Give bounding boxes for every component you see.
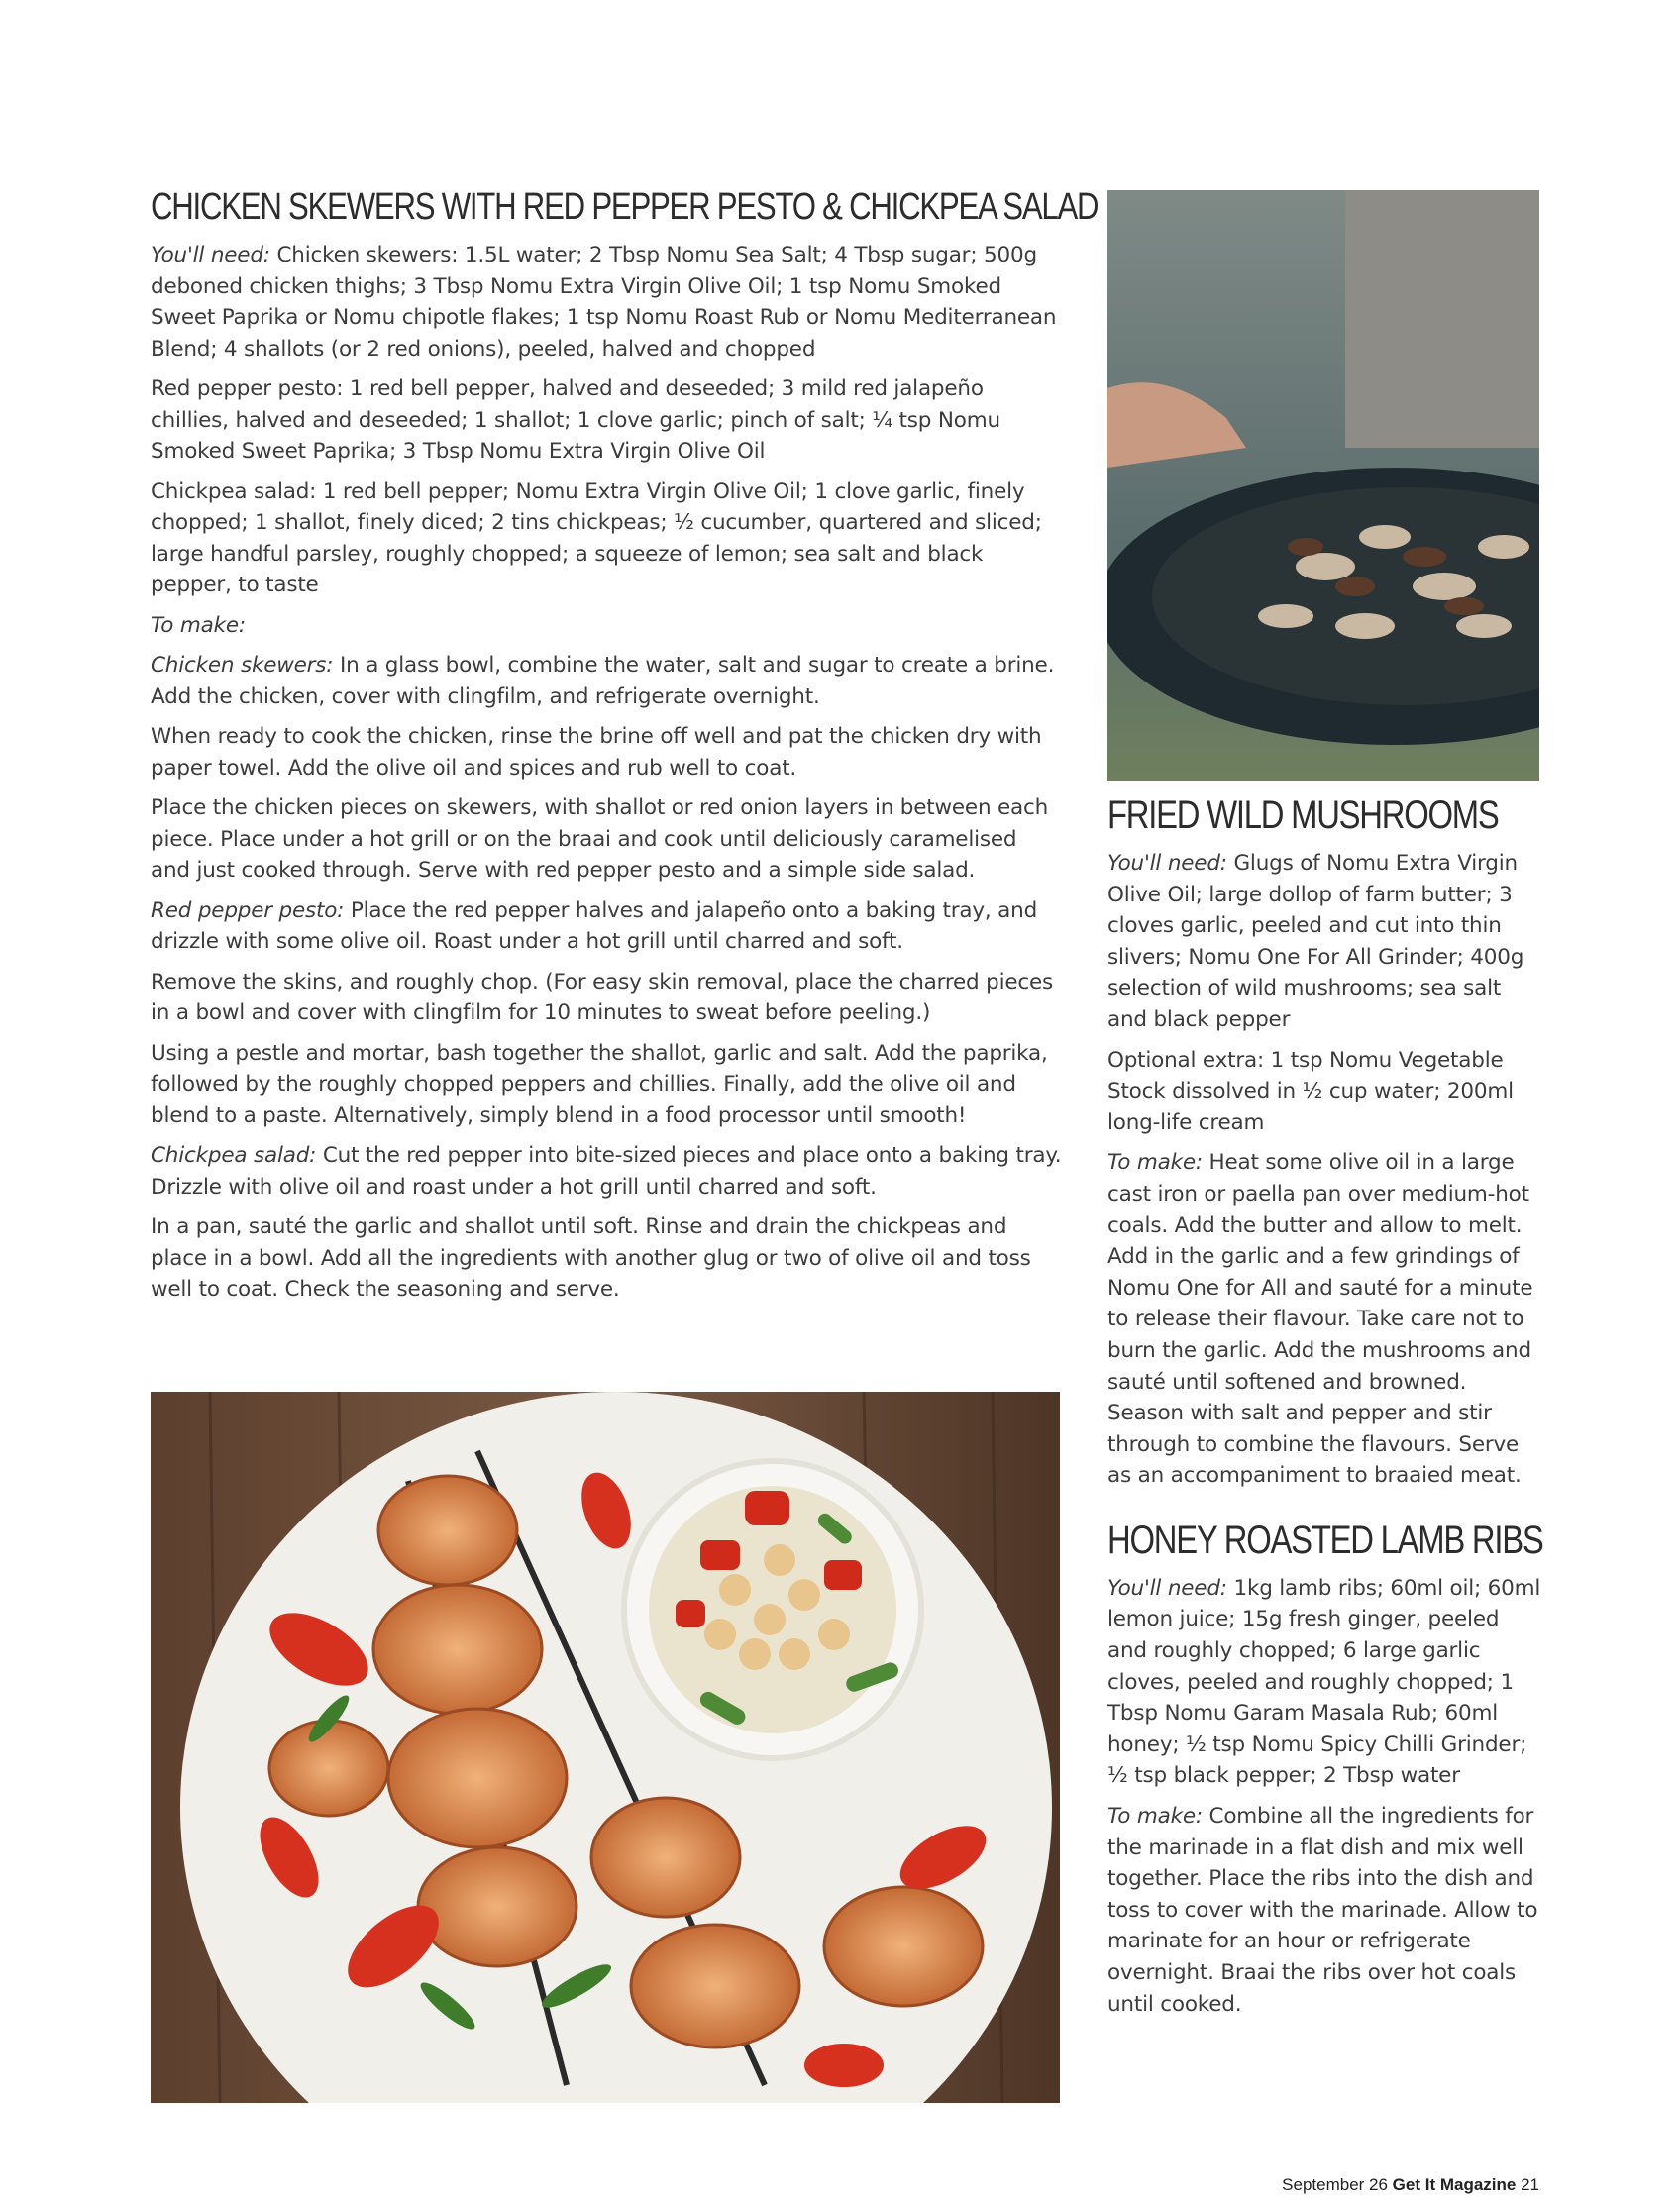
method-paragraph	[1107, 1147, 1543, 1492]
to-make-label: To make:	[1107, 1150, 1203, 1176]
to-make-label: To make:	[151, 612, 246, 638]
method-text: Cut the red pepper into bite-sized pieces and place onto a baking tray. Drizzle with olive oil and roast under a hot grill until charred and soft.	[151, 1143, 1062, 1200]
method-paragraph: In a pan, sauté the garlic and shallot until soft. Rinse and drain the chickpeas and place in a bowl. Add all the ingredients with another glug or two of olive oil and toss well to coat. Check the seasoning and serve.	[151, 1214, 1031, 1302]
method-paragraph	[1107, 1801, 1543, 2020]
ingredients-text: Glugs of Nomu Extra Virgin Olive Oil; large dollop of farm butter; 3 cloves garlic, peeled and cut into thin slivers; Nomu One For All Grinder; 400g selection of wild mushrooms; sea salt and black pepper	[1107, 851, 1524, 1032]
ingredients-paragraph	[151, 240, 1062, 365]
method-paragraph: Remove the skins, and roughly chop. (For easy skin removal, place the charred pieces in a bowl and cover with clingfilm for 10 minutes to sweat before peeling.)	[151, 969, 1054, 1025]
method-text: In a glass bowl, combine the water, salt and sugar to create a brine. Add the chicken, cover with clingfilm, and refrigerate overnight.	[151, 653, 1055, 709]
optional-extra: Optional extra: 1 tsp Nomu Vegetable Stock dissolved in ½ cup water; 200ml long-life cream	[1107, 1047, 1514, 1135]
youll-need-label: You'll need:	[1107, 851, 1227, 876]
method-text: Combine all the ingredients for the marinade in a flat dish and mix well together. Place the ribs into the dish and toss to cover with the marinade. Allow to marinate for an hour or refrigerate overnight. Braai the ribs over hot coals until cooked.	[1107, 1804, 1538, 2017]
to-make-heading	[151, 610, 1062, 642]
chicken-skewers-photo	[151, 1392, 1060, 2103]
method-paragraph: When ready to cook the chicken, rinse the brine off well and pat the chicken dry with paper towel. Add the olive oil and spices and rub well to coat.	[151, 724, 1042, 781]
recipe-title: FRIED WILD MUSHROOMS	[1107, 793, 1499, 837]
recipes-right-column	[1107, 792, 1543, 2029]
ingredients-paragraph	[1107, 1573, 1543, 1792]
method-paragraph	[151, 895, 1062, 958]
youll-need-label: You'll need:	[151, 243, 270, 267]
method-label: Chickpea salad:	[151, 1143, 317, 1168]
page-number: 21	[1516, 2175, 1539, 2194]
method-paragraph	[151, 1140, 1062, 1203]
mushrooms-illustration	[1107, 190, 1539, 781]
method-paragraph: Place the chicken pieces on skewers, with shallot or red onion layers in between each piece. Place under a hot grill or on the braai and cook until deliciously caramelised and just cooked through. Serve with red pepper pesto and a simple side salad.	[151, 795, 1049, 883]
recipe-title: CHICKEN SKEWERS WITH RED PEPPER PESTO & CHICKPEA SALAD	[151, 186, 1099, 228]
method-paragraph: Using a pestle and mortar, bash together the shallot, garlic and salt. Add the paprika, followed by the roughly chopped peppers and chillies. Finally, add the olive oil and blend to a paste. Alternatively, simply blend in a food processor until smooth!	[151, 1040, 1048, 1128]
method-label: Red pepper pesto:	[151, 897, 345, 923]
recipe-chicken-skewers	[151, 184, 1099, 1314]
ingredients-text: 1kg lamb ribs; 60ml oil; 60ml lemon juice; 15g fresh ginger, peeled and roughly chopped; 6 large garlic cloves, peeled and roughly chopped; 1 Tbsp Nomu Garam Masala Rub; 60ml honey; ½ tsp Nomu Spicy Chilli Grinder; ½ tsp black pepper; 2 Tbsp water	[1107, 1575, 1541, 1789]
method-label: Chicken skewers:	[151, 653, 334, 678]
youll-need-label: You'll need:	[1107, 1575, 1227, 1601]
pesto-ingredients: Red pepper pesto: 1 red bell pepper, halved and deseeded; 3 mild red jalapeño chillies, halved and deseeded; 1 shallot; 1 clove garlic; pinch of salt; ¼ tsp Nomu Smoked Sweet Paprika; 3 Tbsp Nomu Extra Virgin Olive Oil	[151, 376, 1000, 464]
fried-mushrooms-photo	[1107, 190, 1539, 781]
method-paragraph	[151, 650, 1062, 712]
issue-date: September 26	[1282, 2175, 1393, 2194]
method-text: Heat some olive oil in a large cast iron or paella pan over medium-hot coals. Add the butter and allow to melt. Add in the garlic and a few grindings of Nomu One for All and sauté for a minute to release their flavour. Take care not to burn the garlic. Add the mushrooms and sauté until softened and browned. Season with salt and pepper and stir through to combine the flavours. Serve as an accompaniment to braaied meat.	[1107, 1150, 1533, 1489]
to-make-label: To make:	[1107, 1804, 1203, 1830]
method-text: Place the red pepper halves and jalapeño onto a baking tray, and drizzle with some olive oil. Roast under a hot grill until charred and soft.	[151, 897, 1038, 954]
recipe-title: HONEY ROASTED LAMB RIBS	[1107, 1518, 1543, 1562]
magazine-name: Get It Magazine	[1392, 2175, 1517, 2194]
page-footer	[1282, 2175, 1539, 2195]
ingredients-paragraph	[1107, 848, 1543, 1036]
ingredients-text: Chicken skewers: 1.5L water; 2 Tbsp Nomu Sea Salt; 4 Tbsp sugar; 500g deboned chicken thighs; 3 Tbsp Nomu Extra Virgin Olive Oil; 1 tsp Nomu Smoked Sweet Paprika or Nomu chipotle flakes; 1 tsp Nomu Roast Rub or Nomu Mediterranean Blend; 4 shallots (or 2 red onions), peeled, halved and chopped	[151, 243, 1057, 362]
salad-ingredients: Chickpea salad: 1 red bell pepper; Nomu Extra Virgin Olive Oil; 1 clove garlic, finely chopped; 1 shallot, finely diced; 2 tins chickpeas; ½ cucumber, quartered and sliced; large handful parsley, roughly chopped; a squeeze of lemon; sea salt and black pepper, to taste	[151, 478, 1042, 597]
skewers-illustration	[151, 1392, 1060, 2103]
